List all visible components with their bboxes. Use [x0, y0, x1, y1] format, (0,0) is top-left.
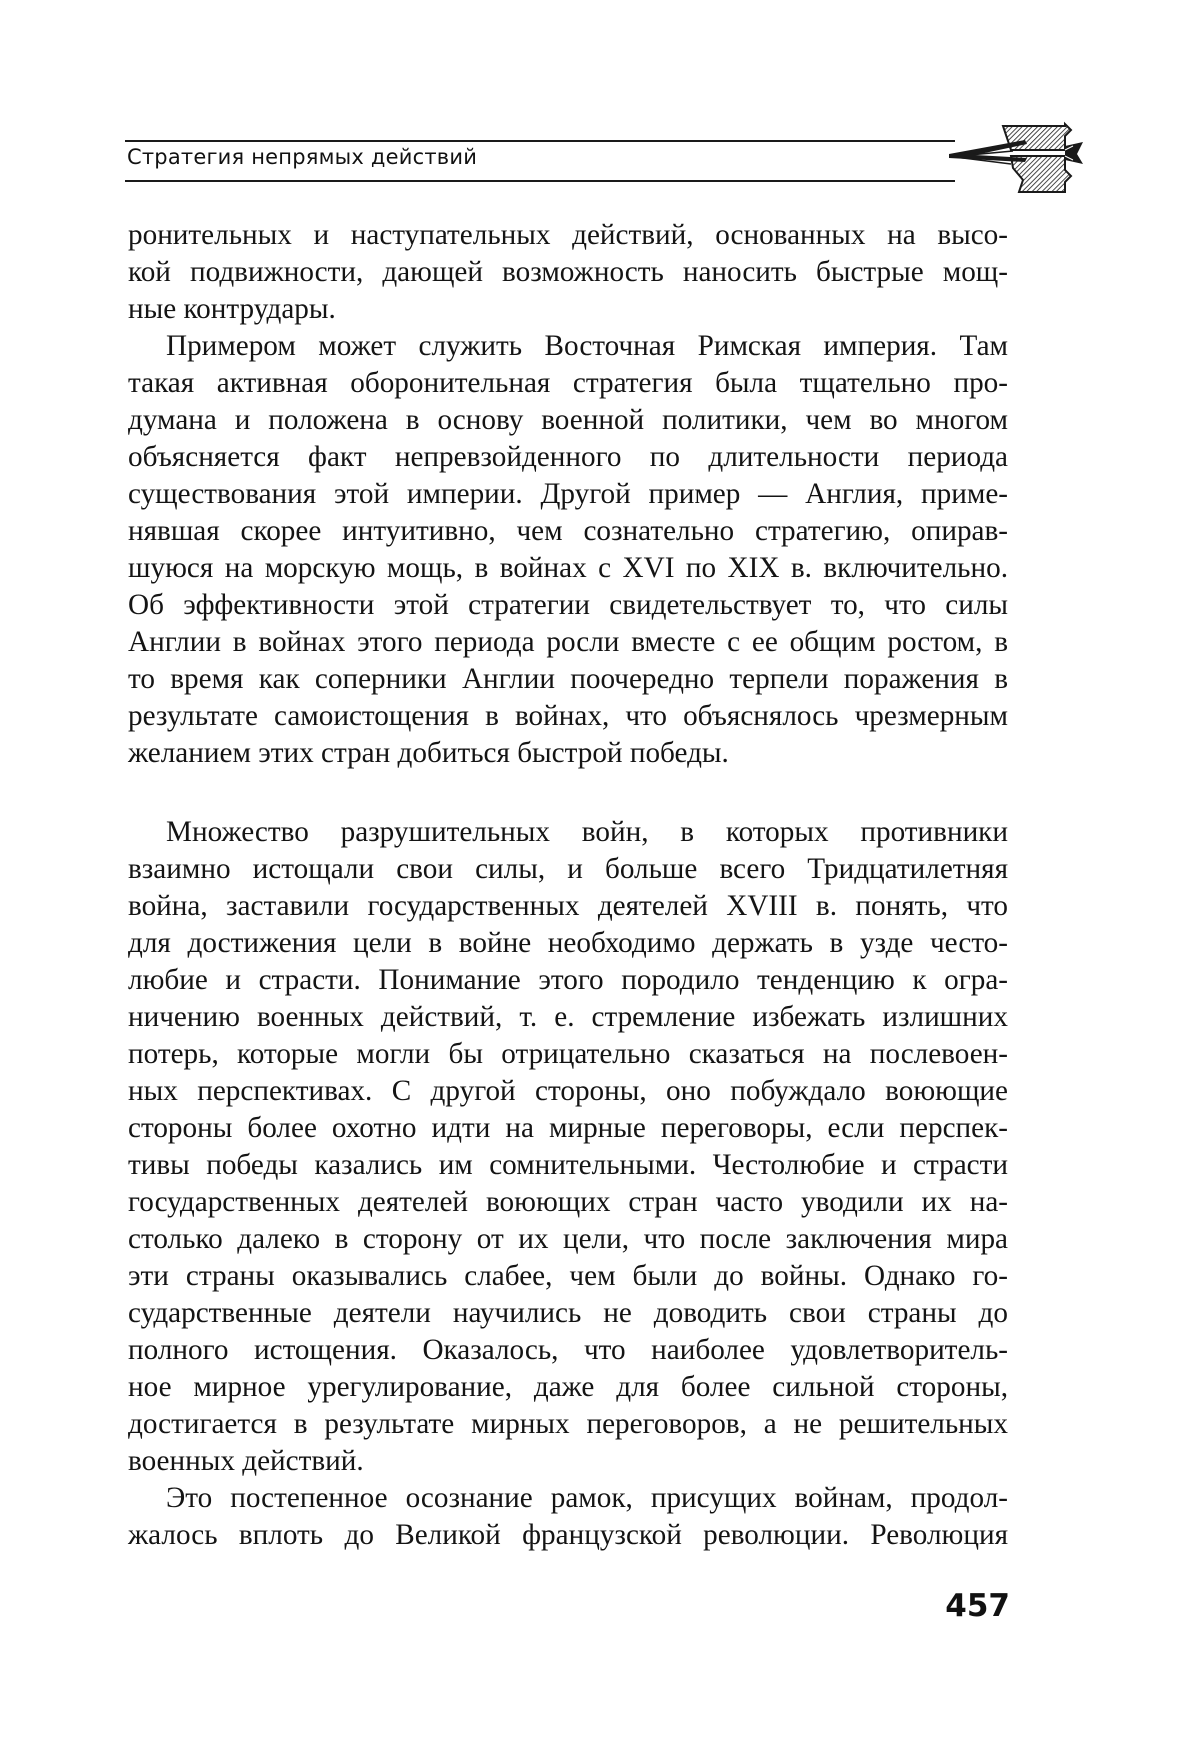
text-line: нявшая скорее интуитивно, чем сознательно стратегию, опирав- — [128, 515, 1008, 547]
text-line: достигается в результате мирных переговоров, а не решительных — [128, 1408, 1008, 1440]
decorative-ornament-icon — [915, 120, 1085, 200]
text-line: жалось вплоть до Великой французской революции. Революция — [128, 1519, 1008, 1551]
running-header — [125, 128, 1085, 198]
text-line: столько далеко в сторону от их цели, что после заключения мира — [128, 1223, 1008, 1255]
text-line: существования этой империи. Другой пример — Англия, приме- — [128, 478, 1008, 510]
text-line: Множество разрушительных войн, в которых противники — [166, 816, 1008, 848]
text-line: результате самоистощения в войнах, что объяснялось чрезмерным — [128, 700, 1008, 732]
page-number: 457 — [945, 1588, 1010, 1624]
text-line: для достижения цели в войне необходимо держать в узде често- — [128, 927, 1008, 959]
text-line: тивы победы казались им сомнительными. Честолюбие и страсти — [128, 1149, 1008, 1181]
header-rule-bottom — [125, 180, 955, 182]
text-line: эти страны оказывались слабее, чем были до войны. Однако го- — [128, 1260, 1008, 1292]
text-line: государственных деятелей воюющих стран часто уводили их на- — [128, 1186, 1008, 1218]
text-line: желанием этих стран добиться быстрой победы. — [128, 737, 729, 769]
paragraph-block-2 — [128, 814, 1008, 1554]
text-line: военных действий. — [128, 1445, 364, 1477]
text-line: любие и страсти. Понимание этого породило тенденцию к огра- — [128, 964, 1008, 996]
text-line: кой подвижности, дающей возможность наносить быстрые мощ- — [128, 256, 1008, 288]
header-rule-top — [125, 140, 955, 142]
text-line: полного истощения. Оказалось, что наиболее удовлетворитель- — [128, 1334, 1008, 1366]
text-line: объясняется факт непревзойденного по длительности периода — [128, 441, 1008, 473]
text-line: ронительных и наступательных действий, основанных на высо- — [128, 219, 1008, 251]
text-line: такая активная оборонительная стратегия была тщательно про- — [128, 367, 1008, 399]
text-line: ное мирное урегулирование, даже для более сильной стороны, — [128, 1371, 1008, 1403]
text-line: ные контрудары. — [128, 293, 336, 325]
text-line: шуюся на морскую мощь, в войнах с XVI по XIX в. включительно. — [128, 552, 1008, 584]
text-line: думана и положена в основу военной политики, чем во многом — [128, 404, 1008, 436]
text-line: взаимно истощали свои силы, и больше всего Тридцатилетняя — [128, 853, 1008, 885]
text-line: Примером может служить Восточная Римская империя. Там — [166, 330, 1008, 362]
text-line: Об эффективности этой стратегии свидетельствует то, что силы — [128, 589, 1008, 621]
text-line: то время как соперники Англии поочередно терпели поражения в — [128, 663, 1008, 695]
text-line: война, заставили государственных деятелей XVIII в. понять, что — [128, 890, 1008, 922]
text-line: ных перспективах. С другой стороны, оно побуждало воюющие — [128, 1075, 1008, 1107]
text-line: стороны более охотно идти на мирные переговоры, если перспек- — [128, 1112, 1008, 1144]
text-line: Это постепенное осознание рамок, присущих войнам, продол- — [166, 1482, 1008, 1514]
text-line: сударственные деятели научились не доводить свои страны до — [128, 1297, 1008, 1329]
text-line: Англии в войнах этого периода росли вместе с ее общим ростом, в — [128, 626, 1008, 658]
paragraph-block-1 — [128, 217, 1008, 772]
text-line: потерь, которые могли бы отрицательно сказаться на послевоен- — [128, 1038, 1008, 1070]
text-line: ничению военных действий, т. е. стремление избежать излишних — [128, 1001, 1008, 1033]
running-header-title: Стратегия непрямых действий — [127, 145, 478, 169]
